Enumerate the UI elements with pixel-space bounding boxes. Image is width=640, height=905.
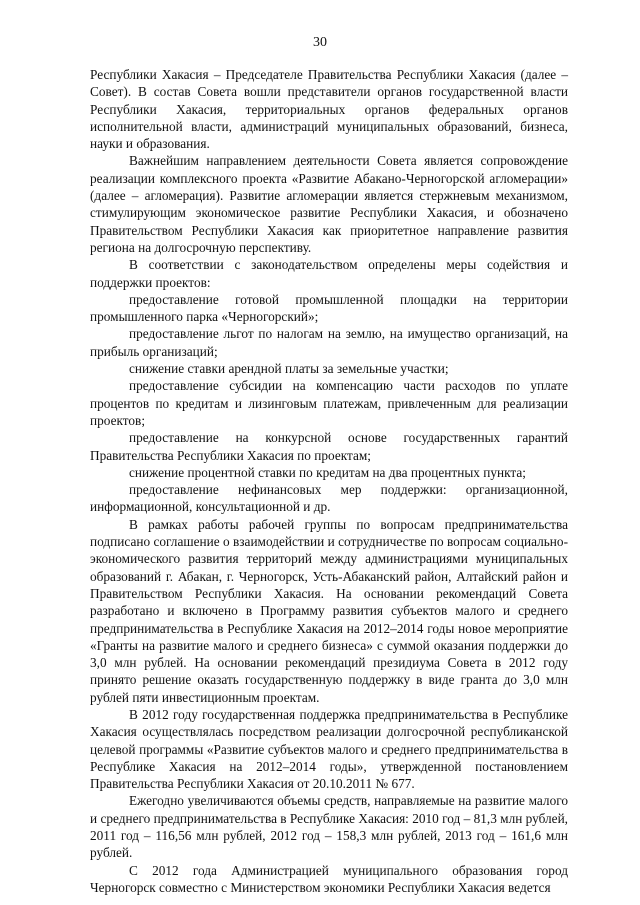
list-item-non-financial-support: предоставление нефинансовых мер поддержки: организационной, информационной, консультационной и др. [90,482,568,515]
list-item-land-rent-reduction: снижение ставки арендной платы за земельные участки; [129,361,449,377]
paragraph-agglomeration-project: Важнейшим направлением деятельности Совета является сопровождение реализации комплексного проекта «Развитие Абакано-Черногорской агломерации» (далее – агломерация). Развитие агломерации является стержневым механизмом, стимулирующим экономическое развитие Республики Хакасия, и обозначено Правительством Республики Хакасия как приоритетное направление развития региона на долгосрочную перспективу. [90,153,568,255]
page-number: 30 [313,35,327,50]
paragraph-state-support-2012: В 2012 году государственная поддержка предпринимательства в Республике Хакасия осуществлялась посредством реализации долгосрочной республиканской целевой программы «Развитие субъектов малого и среднего предпринимательства в Республике Хакасия на 2012–2014 годы», утвержденной постановлением Правительства Республики Хакасия от 20.10.2011 № 677. [90,706,568,792]
paragraph-funding-volumes: Ежегодно увеличиваются объемы средств, направляемые на развитие малого и среднего предпринимательства в Республике Хакасия: 2010 год – 81,3 млн рублей, 2011 год – 116,56 млн рублей, 2012 год – 158,3 млн рублей, 2013 год – 161,6 млн рублей. [90,793,569,861]
paragraph-working-group-agreement: В рамках работы рабочей группы по вопросам предпринимательства подписано соглашение о взаимодействии и сотрудничестве по вопросам социально-экономического развития территорий между администрациями муниципальных образований г. Абакан, г. Черногорск, Усть-Абаканский район, Алтайский район и Правительством Республики Хакасия. На основании рекомендаций Совета разработано и включено в Программу развития субъектов малого и среднего предпринимательства в Республике Хакасия на 2012–2014 годы новое мероприятие «Гранты на развитие малого и среднего бизнеса» с суммой оказания поддержки до 3,0 млн рублей. На основании рекомендаций президиума Совета в 2012 году принято решение оказать государственную поддержку в виде гранта до 3,0 млн рублей пяти инвестиционным проектам. [90,516,568,705]
list-item-interest-rate-reduction: снижение процентной ставки по кредитам на два процентных пункта; [129,464,526,480]
list-item-tax-benefits: предоставление льгот по налогам на землю, на имущество организаций, на прибыль организаций; [90,326,568,359]
document-body [90,66,568,896]
paragraph-chernogorsk-administration: С 2012 года Администрацией муниципального образования город Черногорск совместно с Министерством экономики Республики Хакасия ведется [90,862,568,895]
list-item-state-guarantees: предоставление на конкурсной основе государственных гарантий Правительства Республики Хакасия по проектам; [90,430,568,463]
paragraph-council-composition: Республики Хакасия – Председателе Правительства Республики Хакасия (далее – Совет). В состав Совета вошли представители органов государственной власти Республики Хакасия, территориальных органов федеральных органов исполнительной власти, администраций муниципальных образований, бизнеса, науки и образования. [90,67,568,152]
paragraph-support-measures-intro: В соответствии с законодательством определены меры содействия и поддержки проектов: [90,257,568,290]
list-item-interest-subsidy: предоставление субсидии на компенсацию части расходов по уплате процентов по кредитам и лизинговым платежам, привлеченным для реализации проектов; [90,378,568,428]
list-item-industrial-site: предоставление готовой промышленной площадки на территории промышленного парка «Черногорский»; [90,291,568,325]
